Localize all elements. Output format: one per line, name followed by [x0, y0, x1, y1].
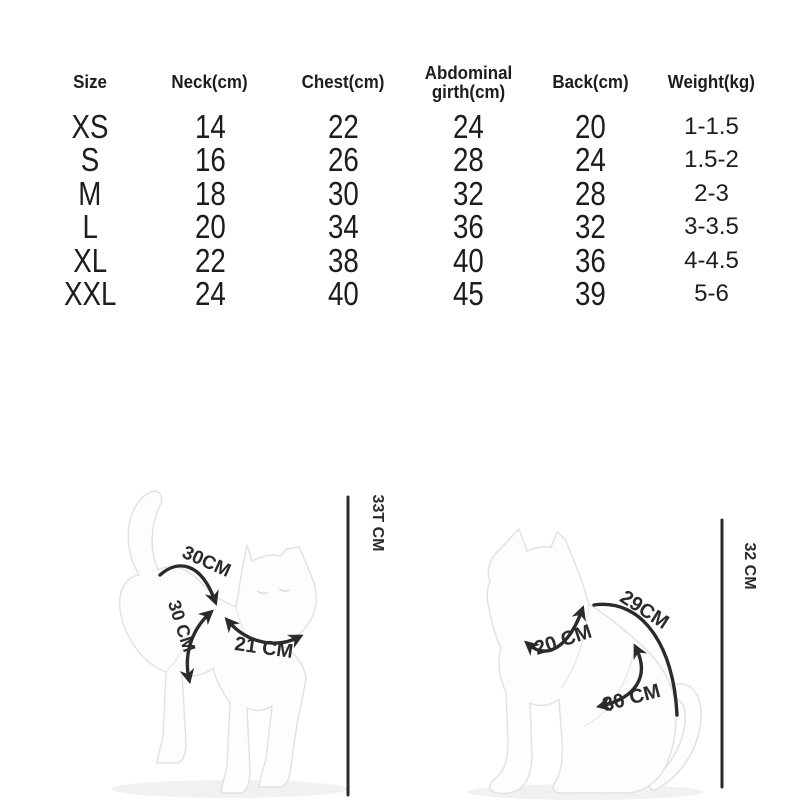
table-row-xxl-abdominal: 45 — [453, 275, 484, 313]
table-row-xxl-weight: 5-6 — [694, 280, 729, 308]
chest-girth-label-sitting: 30 CM — [600, 679, 663, 717]
table-row-m-back: 28 — [575, 174, 606, 212]
neck-girth-label: 21 CM — [233, 633, 295, 664]
neck-girth-label-sitting: 20 CM — [531, 620, 595, 660]
table-row-xxl-size: XXL — [63, 275, 117, 313]
table-row-xl-back: 36 — [575, 241, 606, 279]
table-row-l-chest: 34 — [328, 208, 359, 246]
table-row-m-weight: 2-3 — [694, 179, 729, 207]
table-row-xs-chest: 22 — [328, 107, 359, 145]
height-label-sitting: 32 CM — [741, 542, 758, 590]
table-row-xl-chest: 38 — [328, 241, 359, 279]
table-row-xs-neck: 14 — [194, 107, 226, 145]
table-row-s-chest: 26 — [328, 141, 359, 179]
table-row-xl-abdominal: 40 — [453, 241, 484, 279]
table-row-xl-weight: 4-4.5 — [684, 246, 739, 274]
table-row-l-back: 32 — [575, 208, 606, 246]
chest-girth-label: 30 CM — [164, 597, 200, 655]
table-row-xxl-chest: 40 — [328, 275, 359, 313]
column-header-chest: Chest(cm) — [302, 72, 385, 93]
table-row-l-neck: 20 — [194, 208, 226, 246]
table-row-xl-size: XL — [73, 241, 107, 279]
column-header-back: Back(cm) — [552, 72, 629, 93]
table-row-l-size: L — [82, 208, 98, 246]
column-header-weight: Weight(kg) — [667, 72, 756, 93]
table-row-xs-size: XS — [71, 107, 109, 145]
table-row-s-neck: 16 — [194, 141, 226, 179]
table-row-m-abdominal: 32 — [453, 174, 484, 212]
table-row-xs-back: 20 — [575, 107, 606, 145]
table-row-m-neck: 18 — [194, 174, 226, 212]
table-row-s-back: 24 — [575, 141, 606, 179]
table-row-s-weight: 1.5-2 — [684, 146, 739, 174]
table-row-s-size: S — [80, 141, 100, 179]
table-row-xs-abdominal: 24 — [453, 107, 484, 145]
table-row-xxl-neck: 24 — [194, 275, 226, 313]
table-row-xl-neck: 22 — [194, 241, 226, 279]
table-row-l-abdominal: 36 — [453, 208, 484, 246]
table-row-xs-weight: 1-1.5 — [684, 112, 739, 140]
table-row-m-chest: 30 — [328, 174, 359, 212]
column-header-abdominal-girth: Abdominal girth(cm) — [424, 62, 513, 102]
sitting-cat-body — [487, 529, 676, 793]
table-row-xxl-back: 39 — [575, 275, 606, 313]
back-length-label-sitting: 29CM — [615, 586, 673, 634]
table-row-m-size: M — [78, 174, 102, 212]
column-header-size: Size — [73, 72, 107, 93]
table-row-l-weight: 3-3.5 — [684, 213, 739, 241]
column-header-neck: Neck(cm) — [171, 72, 249, 93]
height-label: 33T CM — [369, 494, 386, 552]
back-length-label: 30CM — [178, 542, 234, 582]
table-row-s-abdominal: 28 — [453, 141, 484, 179]
